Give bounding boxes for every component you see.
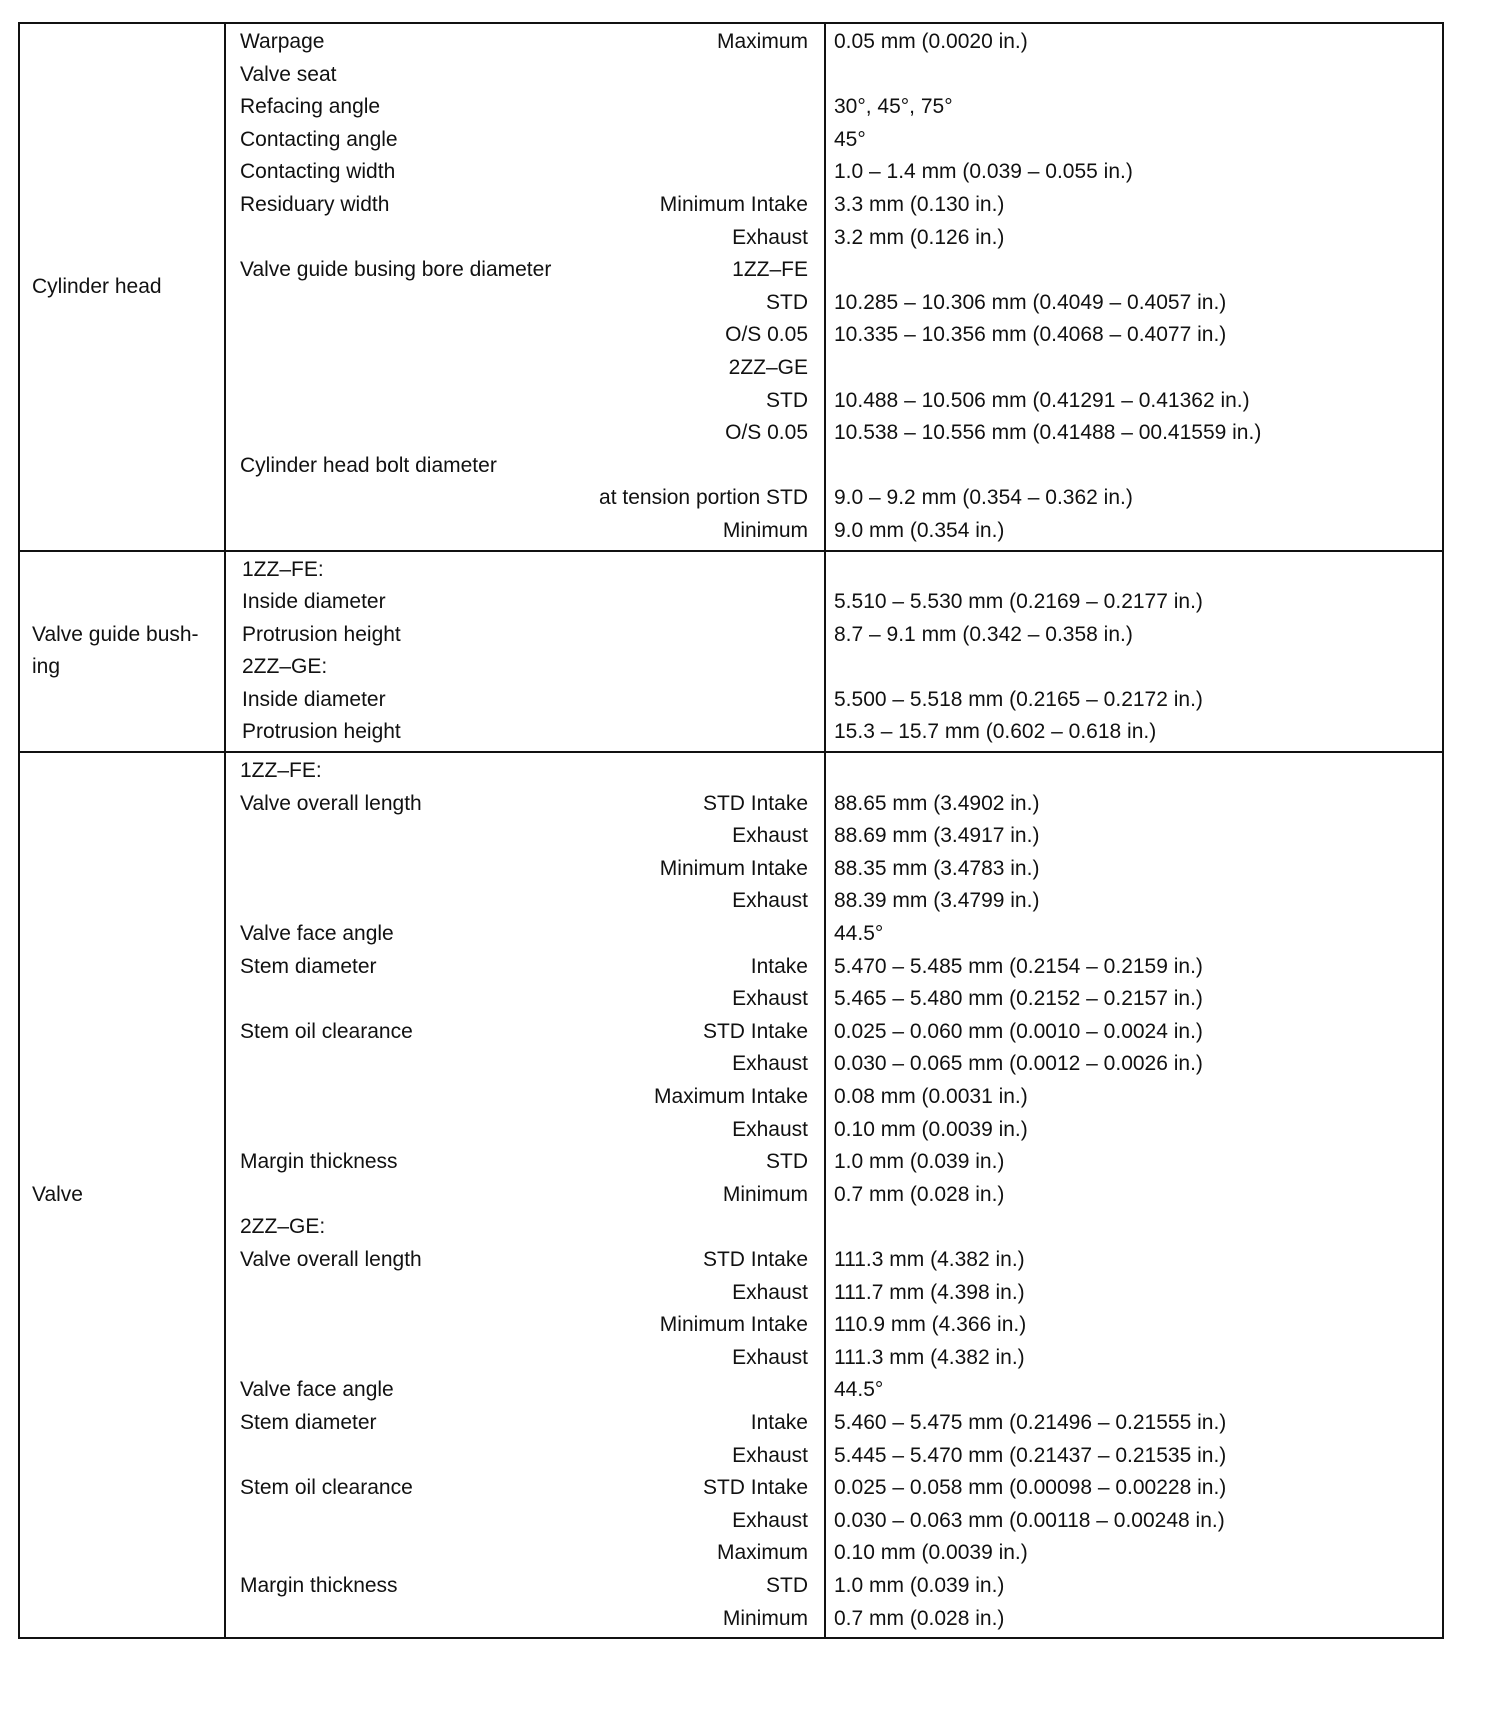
spec-value: 0.7 mm (0.028 in.) bbox=[834, 1606, 1005, 1630]
spec-item: Cylinder head bolt diameter bbox=[240, 453, 497, 477]
table-row bbox=[226, 59, 1442, 92]
spec-item: Stem oil clearance bbox=[240, 1476, 413, 1500]
table-row bbox=[226, 189, 1442, 222]
spec-qualifier: Exhaust bbox=[732, 1280, 808, 1304]
section-rows bbox=[226, 24, 1442, 550]
spec-value: 0.030 – 0.065 mm (0.0012 – 0.0026 in.) bbox=[834, 1052, 1203, 1076]
table-row bbox=[226, 124, 1442, 157]
table-row bbox=[226, 684, 1442, 717]
spec-value: 0.7 mm (0.028 in.) bbox=[834, 1182, 1005, 1206]
table-row bbox=[226, 1374, 1442, 1407]
spec-qualifier: at tension portion STD bbox=[599, 486, 808, 510]
spec-qualifier: STD bbox=[766, 1573, 808, 1597]
spec-item: Valve face angle bbox=[240, 1378, 394, 1402]
spec-qualifier: Maximum bbox=[716, 1541, 808, 1565]
spec-qualifier: Exhaust bbox=[732, 1117, 808, 1141]
spec-value: 0.10 mm (0.0039 in.) bbox=[834, 1117, 1028, 1141]
table-row bbox=[226, 1342, 1442, 1375]
spec-value: 88.39 mm (3.4799 in.) bbox=[834, 889, 1040, 913]
table-row bbox=[226, 853, 1442, 886]
table-row bbox=[226, 222, 1442, 255]
spec-value: 15.3 – 15.7 mm (0.602 – 0.618 in.) bbox=[834, 720, 1157, 744]
spec-item: Contacting angle bbox=[240, 127, 398, 151]
spec-qualifier: Minimum bbox=[722, 1606, 808, 1630]
spec-item: Protrusion height bbox=[242, 720, 401, 744]
table-row bbox=[226, 1603, 1442, 1636]
table-row bbox=[226, 450, 1442, 483]
spec-value: 8.7 – 9.1 mm (0.342 – 0.358 in.) bbox=[834, 622, 1133, 646]
spec-item: Residuary width bbox=[240, 192, 390, 216]
spec-value: 1.0 mm (0.039 in.) bbox=[834, 1573, 1005, 1597]
table-row bbox=[226, 651, 1442, 684]
spec-value: 111.3 mm (4.382 in.) bbox=[834, 1345, 1025, 1369]
spec-qualifier: Minimum Intake bbox=[659, 192, 808, 216]
spec-item: Stem diameter bbox=[240, 954, 377, 978]
spec-item: Margin thickness bbox=[240, 1150, 398, 1174]
spec-value: 5.470 – 5.485 mm (0.2154 – 0.2159 in.) bbox=[834, 954, 1203, 978]
table-row bbox=[226, 951, 1442, 984]
spec-value: 0.08 mm (0.0031 in.) bbox=[834, 1085, 1028, 1108]
section-cylinder-head bbox=[20, 24, 1442, 550]
spec-item: Refacing angle bbox=[240, 95, 381, 119]
spec-value: 5.445 – 5.470 mm (0.21437 – 0.21535 in.) bbox=[834, 1443, 1227, 1467]
spec-item: 1ZZ–FE: bbox=[240, 759, 322, 783]
spec-item: Valve guide busing bore diameter bbox=[240, 258, 552, 282]
table-row bbox=[226, 1114, 1442, 1147]
spec-qualifier: Intake bbox=[750, 954, 808, 978]
spec-qualifier: O/S 0.05 bbox=[725, 421, 808, 445]
spec-value: 111.3 mm (4.382 in.) bbox=[834, 1247, 1025, 1271]
spec-qualifier: Exhaust bbox=[732, 889, 808, 913]
spec-value: 10.488 – 10.506 mm (0.41291 – 0.41362 in.) bbox=[834, 388, 1250, 412]
spec-value: 5.460 – 5.475 mm (0.21496 – 0.21555 in.) bbox=[834, 1410, 1227, 1434]
table-row bbox=[226, 417, 1442, 450]
spec-qualifier: STD Intake bbox=[702, 1019, 808, 1043]
table-row bbox=[226, 1048, 1442, 1081]
specification-table bbox=[18, 22, 1444, 1639]
spec-item: Valve overall length bbox=[240, 1247, 422, 1271]
spec-value: 10.285 – 10.306 mm (0.4049 – 0.4057 in.) bbox=[834, 290, 1227, 314]
spec-item: Stem oil clearance bbox=[240, 1019, 413, 1043]
section-label: Cylinder head bbox=[32, 274, 162, 298]
spec-item: Valve overall length bbox=[240, 791, 422, 815]
spec-item: Valve seat bbox=[240, 62, 337, 86]
table-row bbox=[226, 482, 1442, 515]
spec-qualifier: Exhaust bbox=[732, 225, 808, 249]
spec-qualifier: Exhaust bbox=[732, 1443, 808, 1467]
table-row bbox=[226, 820, 1442, 853]
spec-value: 44.5° bbox=[834, 922, 884, 946]
section-label: Valve bbox=[32, 1183, 83, 1207]
spec-qualifier: STD Intake bbox=[702, 1247, 808, 1271]
spec-value: 0.030 – 0.063 mm (0.00118 – 0.00248 in.) bbox=[834, 1508, 1225, 1532]
spec-qualifier: STD bbox=[766, 290, 808, 314]
spec-qualifier: Intake bbox=[750, 1410, 808, 1434]
spec-item: Contacting width bbox=[240, 160, 396, 184]
spec-qualifier: STD Intake bbox=[702, 791, 808, 815]
table-row bbox=[226, 1309, 1442, 1342]
table-row bbox=[226, 755, 1442, 788]
table-row bbox=[226, 885, 1442, 918]
table-row bbox=[226, 983, 1442, 1016]
spec-value: 111.7 mm (4.398 in.) bbox=[834, 1280, 1025, 1304]
section-valve bbox=[20, 751, 1442, 1637]
spec-qualifier: Minimum Intake bbox=[659, 856, 808, 880]
spec-qualifier: Minimum Intake bbox=[659, 1313, 808, 1337]
spec-value: 88.65 mm (3.4902 in.) bbox=[834, 791, 1040, 815]
spec-value: 10.538 – 10.556 mm (0.41488 – 00.41559 in.) bbox=[834, 421, 1262, 445]
table-row bbox=[226, 1472, 1442, 1505]
spec-value: 45° bbox=[834, 127, 866, 151]
spec-item: Valve face angle bbox=[240, 922, 394, 946]
spec-qualifier: O/S 0.05 bbox=[725, 323, 808, 347]
table-row bbox=[226, 1244, 1442, 1277]
spec-qualifier: Exhaust bbox=[732, 1345, 808, 1369]
section-rows bbox=[226, 753, 1442, 1637]
spec-value: 5.510 – 5.530 mm (0.2169 – 0.2177 in.) bbox=[834, 590, 1203, 614]
table-row bbox=[226, 287, 1442, 320]
table-row bbox=[226, 1016, 1442, 1049]
spec-qualifier: Minimum bbox=[722, 1182, 808, 1206]
spec-value: 9.0 – 9.2 mm (0.354 – 0.362 in.) bbox=[834, 486, 1133, 510]
table-row bbox=[226, 1407, 1442, 1440]
spec-qualifier: Exhaust bbox=[732, 1508, 808, 1532]
spec-item: Warpage bbox=[240, 30, 325, 53]
spec-qualifier: STD bbox=[766, 1150, 808, 1174]
spec-qualifier: Maximum Intake bbox=[653, 1085, 808, 1108]
spec-value: 88.35 mm (3.4783 in.) bbox=[834, 856, 1040, 880]
spec-item: Stem diameter bbox=[240, 1410, 377, 1434]
table-row bbox=[226, 515, 1442, 548]
table-row bbox=[226, 1505, 1442, 1538]
table-row bbox=[226, 788, 1442, 821]
section-valve-guide-bushing bbox=[20, 550, 1442, 752]
section-rows bbox=[226, 552, 1442, 752]
spec-value: 1.0 – 1.4 mm (0.039 – 0.055 in.) bbox=[834, 160, 1133, 184]
spec-value: 3.3 mm (0.130 in.) bbox=[834, 192, 1005, 216]
spec-value: 1.0 mm (0.039 in.) bbox=[834, 1150, 1005, 1174]
table-row bbox=[226, 319, 1442, 352]
table-row bbox=[226, 554, 1442, 587]
table-row bbox=[226, 26, 1442, 59]
table-row bbox=[226, 254, 1442, 287]
spec-item: Protrusion height bbox=[242, 622, 401, 646]
spec-qualifier: Exhaust bbox=[732, 1052, 808, 1076]
spec-qualifier: STD bbox=[766, 388, 808, 412]
section-label: Valve guide bush- ing bbox=[32, 623, 199, 679]
table-row bbox=[226, 1081, 1442, 1114]
spec-value: 88.69 mm (3.4917 in.) bbox=[834, 824, 1040, 848]
spec-value: 0.025 – 0.060 mm (0.0010 – 0.0024 in.) bbox=[834, 1019, 1203, 1043]
table-row bbox=[226, 156, 1442, 189]
spec-value: 10.335 – 10.356 mm (0.4068 – 0.4077 in.) bbox=[834, 323, 1227, 347]
table-row bbox=[226, 1537, 1442, 1570]
spec-qualifier: STD Intake bbox=[702, 1476, 808, 1500]
spec-value: 3.2 mm (0.126 in.) bbox=[834, 225, 1005, 249]
spec-qualifier: Exhaust bbox=[732, 824, 808, 848]
spec-item: 2ZZ–GE: bbox=[242, 655, 328, 679]
spec-qualifier: 2ZZ–GE bbox=[728, 355, 808, 379]
spec-item: 1ZZ–FE: bbox=[242, 557, 324, 581]
table-row bbox=[226, 1277, 1442, 1310]
table-row bbox=[226, 1440, 1442, 1473]
table-row bbox=[226, 918, 1442, 951]
table-row bbox=[226, 385, 1442, 418]
table-row bbox=[226, 1570, 1442, 1603]
table-row bbox=[226, 586, 1442, 619]
table-row bbox=[226, 352, 1442, 385]
spec-value: 30°, 45°, 75° bbox=[834, 95, 953, 119]
spec-item: Margin thickness bbox=[240, 1573, 398, 1597]
spec-item: Inside diameter bbox=[242, 687, 386, 711]
spec-value: 44.5° bbox=[834, 1378, 884, 1402]
spec-value: 0.05 mm (0.0020 in.) bbox=[834, 30, 1028, 53]
spec-value: 0.025 – 0.058 mm (0.00098 – 0.00228 in.) bbox=[834, 1476, 1227, 1500]
spec-value: 0.10 mm (0.0039 in.) bbox=[834, 1541, 1028, 1565]
table-row bbox=[226, 1179, 1442, 1212]
spec-qualifier: 1ZZ–FE bbox=[732, 258, 808, 282]
spec-value: 9.0 mm (0.354 in.) bbox=[834, 518, 1005, 542]
table-row bbox=[226, 619, 1442, 652]
spec-item: 2ZZ–GE: bbox=[240, 1215, 326, 1239]
table-row bbox=[226, 91, 1442, 124]
spec-qualifier: Maximum bbox=[716, 30, 808, 53]
spec-value: 110.9 mm (4.366 in.) bbox=[834, 1313, 1027, 1337]
spec-value: 5.500 – 5.518 mm (0.2165 – 0.2172 in.) bbox=[834, 687, 1203, 711]
table-row bbox=[226, 1146, 1442, 1179]
spec-qualifier: Exhaust bbox=[732, 987, 808, 1011]
table-row bbox=[226, 716, 1442, 749]
spec-qualifier: Minimum bbox=[722, 518, 808, 542]
table-row bbox=[226, 1211, 1442, 1244]
spec-item: Inside diameter bbox=[242, 590, 386, 614]
spec-value: 5.465 – 5.480 mm (0.2152 – 0.2157 in.) bbox=[834, 987, 1203, 1011]
